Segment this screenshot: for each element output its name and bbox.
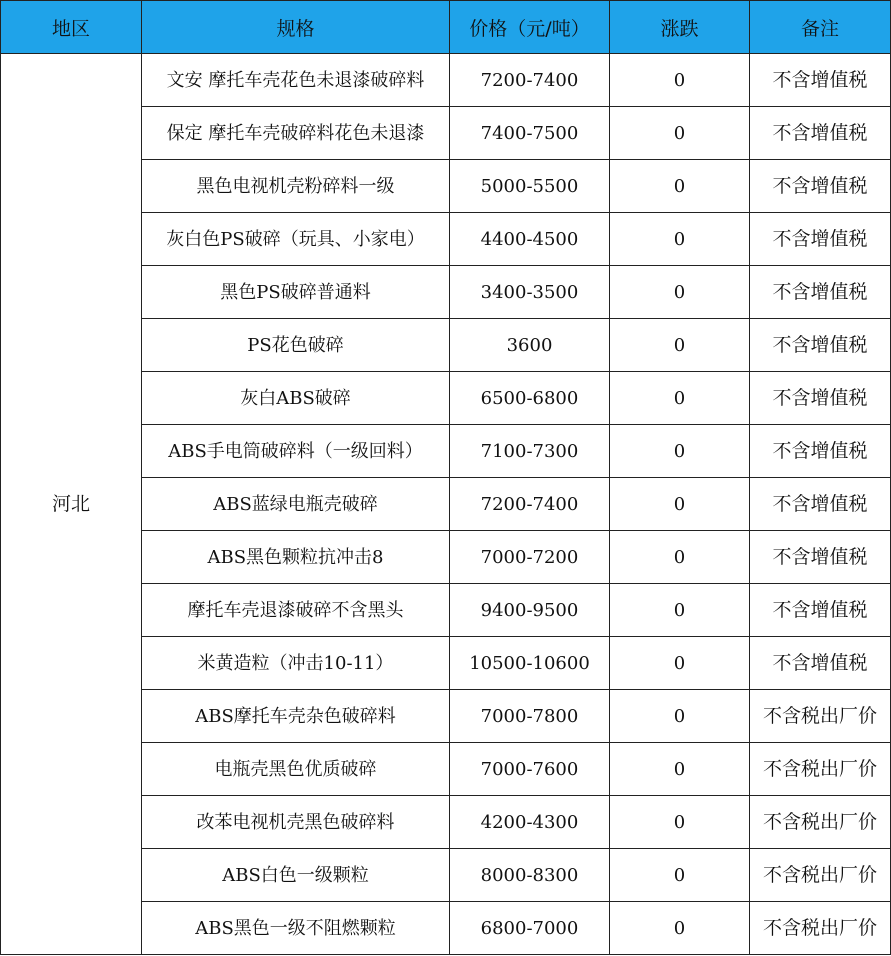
- spec-cell: 摩托车壳退漆破碎不含黑头: [142, 584, 450, 637]
- change-cell: 0: [610, 372, 750, 425]
- note-cell: 不含增值税: [750, 425, 891, 478]
- spec-cell: ABS摩托车壳杂色破碎料: [142, 690, 450, 743]
- note-cell: 不含增值税: [750, 584, 891, 637]
- note-cell: 不含税出厂价: [750, 902, 891, 955]
- spec-cell: 灰白ABS破碎: [142, 372, 450, 425]
- price-cell: 6800-7000: [450, 902, 610, 955]
- price-cell: 10500-10600: [450, 637, 610, 690]
- spec-cell: ABS蓝绿电瓶壳破碎: [142, 478, 450, 531]
- header-price: 价格（元/吨）: [450, 1, 610, 54]
- spec-cell: 黑色电视机壳粉碎料一级: [142, 160, 450, 213]
- change-cell: 0: [610, 478, 750, 531]
- spec-cell: 黑色PS破碎普通料: [142, 266, 450, 319]
- price-cell: 8000-8300: [450, 849, 610, 902]
- spec-cell: ABS黑色颗粒抗冲击8: [142, 531, 450, 584]
- note-cell: 不含增值税: [750, 266, 891, 319]
- header-row: [1, 1, 891, 54]
- table-row: [1, 54, 891, 107]
- price-cell: 3400-3500: [450, 266, 610, 319]
- price-cell: 7000-7200: [450, 531, 610, 584]
- header-spec: 规格: [142, 1, 450, 54]
- change-cell: 0: [610, 796, 750, 849]
- spec-cell: PS花色破碎: [142, 319, 450, 372]
- change-cell: 0: [610, 425, 750, 478]
- note-cell: 不含增值税: [750, 637, 891, 690]
- spec-cell: 灰白色PS破碎（玩具、小家电）: [142, 213, 450, 266]
- change-cell: 0: [610, 319, 750, 372]
- header-change: 涨跌: [610, 1, 750, 54]
- price-cell: 7000-7800: [450, 690, 610, 743]
- note-cell: 不含税出厂价: [750, 690, 891, 743]
- change-cell: 0: [610, 584, 750, 637]
- spec-cell: 电瓶壳黑色优质破碎: [142, 743, 450, 796]
- spec-cell: 米黄造粒（冲击10-11）: [142, 637, 450, 690]
- change-cell: 0: [610, 849, 750, 902]
- table-body: [1, 54, 891, 955]
- note-cell: 不含增值税: [750, 319, 891, 372]
- price-cell: 7000-7600: [450, 743, 610, 796]
- price-cell: 4200-4300: [450, 796, 610, 849]
- spec-cell: 文安 摩托车壳花色未退漆破碎料: [142, 54, 450, 107]
- note-cell: 不含税出厂价: [750, 849, 891, 902]
- price-cell: 7200-7400: [450, 478, 610, 531]
- price-cell: 7200-7400: [450, 54, 610, 107]
- change-cell: 0: [610, 107, 750, 160]
- note-cell: 不含增值税: [750, 478, 891, 531]
- header-region: 地区: [1, 1, 142, 54]
- spec-cell: 保定 摩托车壳破碎料花色未退漆: [142, 107, 450, 160]
- price-cell: 7100-7300: [450, 425, 610, 478]
- price-cell: 9400-9500: [450, 584, 610, 637]
- spec-cell: 改苯电视机壳黑色破碎料: [142, 796, 450, 849]
- spec-cell: ABS白色一级颗粒: [142, 849, 450, 902]
- change-cell: 0: [610, 743, 750, 796]
- change-cell: 0: [610, 213, 750, 266]
- note-cell: 不含增值税: [750, 213, 891, 266]
- spec-cell: ABS黑色一级不阻燃颗粒: [142, 902, 450, 955]
- change-cell: 0: [610, 690, 750, 743]
- price-cell: 6500-6800: [450, 372, 610, 425]
- note-cell: 不含增值税: [750, 372, 891, 425]
- change-cell: 0: [610, 266, 750, 319]
- change-cell: 0: [610, 637, 750, 690]
- note-cell: 不含税出厂价: [750, 743, 891, 796]
- price-cell: 5000-5500: [450, 160, 610, 213]
- change-cell: 0: [610, 54, 750, 107]
- change-cell: 0: [610, 902, 750, 955]
- note-cell: 不含增值税: [750, 54, 891, 107]
- region-cell: 河北: [1, 54, 142, 955]
- note-cell: 不含税出厂价: [750, 796, 891, 849]
- price-cell: 7400-7500: [450, 107, 610, 160]
- spec-cell: ABS手电筒破碎料（一级回料）: [142, 425, 450, 478]
- price-cell: 3600: [450, 319, 610, 372]
- price-cell: 4400-4500: [450, 213, 610, 266]
- note-cell: 不含增值税: [750, 160, 891, 213]
- change-cell: 0: [610, 531, 750, 584]
- header-note: 备注: [750, 1, 891, 54]
- note-cell: 不含增值税: [750, 531, 891, 584]
- change-cell: 0: [610, 160, 750, 213]
- note-cell: 不含增值税: [750, 107, 891, 160]
